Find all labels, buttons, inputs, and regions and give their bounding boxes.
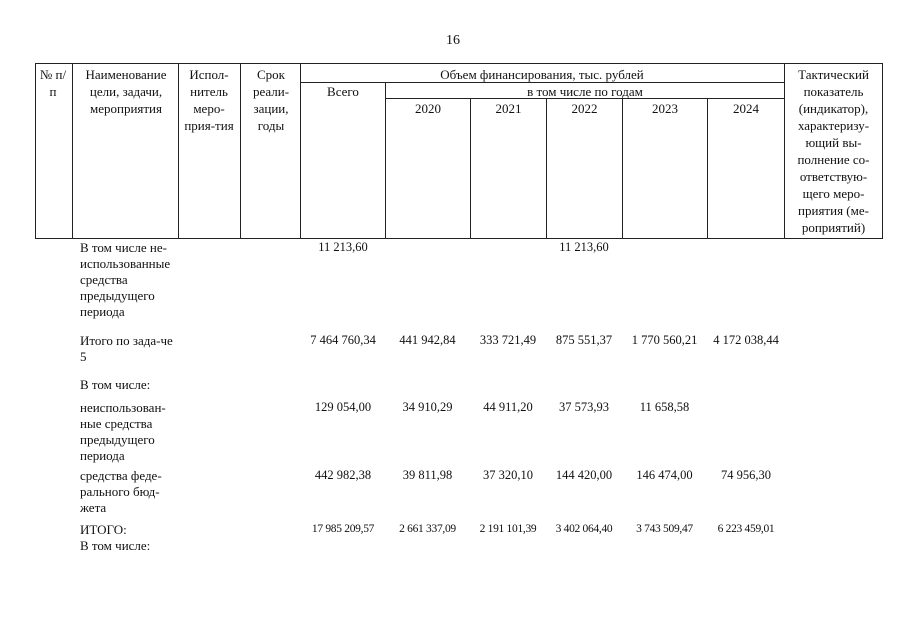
header-year: 2021 [495, 101, 522, 116]
row-2020: 2 661 337,09 [399, 523, 456, 535]
header-year: 2024 [733, 101, 759, 116]
row-2023: 146 474,00 [636, 468, 693, 482]
header-year: 2023 [652, 101, 678, 116]
col-border [178, 63, 179, 239]
header-indicator: Тактический показатель (индикатор), характеризу-ющий вы-полнение со-ответствую-щего меро-приятия (ме-роприятий) [797, 67, 870, 235]
row-2020: 34 910,29 [402, 400, 453, 414]
header-bottom-border [35, 238, 883, 239]
table-top-border [35, 63, 883, 64]
row-total: 442 982,38 [314, 468, 372, 482]
header-executor: Испол-нитель меро-прия-тия [184, 67, 234, 133]
row-2022: 3 402 064,40 [555, 523, 613, 535]
row-2021: 2 191 101,39 [479, 523, 537, 535]
row-total: 129 054,00 [314, 400, 372, 414]
row-2024: 74 956,30 [721, 468, 771, 482]
row-2020: 39 811,98 [402, 468, 453, 482]
page-number: 16 [446, 33, 460, 48]
row-label: средства феде-рального бюд-жета [80, 468, 162, 515]
row-label: Итого по зада-че 5 [80, 333, 173, 364]
col-border [300, 63, 301, 239]
col-border [882, 63, 883, 239]
row-2021: 37 320,10 [483, 468, 533, 482]
row-2023: 1 770 560,21 [631, 333, 698, 347]
header-no: № п/п [39, 67, 67, 99]
col-border [784, 63, 785, 239]
header-by-years: в том числе по годам [527, 84, 643, 99]
header-term: Срок реали-зации, годы [252, 67, 290, 133]
row-2022: 144 420,00 [555, 468, 613, 482]
row-label: ИТОГО: [80, 522, 127, 537]
row-2021: 44 911,20 [483, 400, 533, 414]
row-2024: 4 172 038,44 [713, 333, 779, 347]
footer-label: В том числе: [80, 538, 151, 553]
header-total: Всего [327, 84, 359, 99]
row-2022: 875 551,37 [555, 333, 613, 347]
header-name: Наименование цели, задачи, мероприятия [85, 67, 167, 116]
col-border [240, 63, 241, 239]
header-year: 2022 [571, 101, 598, 116]
header-year: 2020 [415, 101, 441, 116]
col-border [72, 63, 73, 239]
row-2023: 11 658,58 [639, 400, 690, 414]
col-border [707, 98, 708, 239]
row-label: В том числе не-использованные средства предыдущего периода [80, 240, 171, 319]
row-2022: 11 213,60 [559, 240, 609, 254]
row-2023: 3 743 509,47 [636, 523, 693, 535]
header-funding: Объем финансирования, тыс. рублей [440, 67, 644, 82]
col-border [385, 82, 386, 239]
col-border [470, 98, 471, 239]
col-border [622, 98, 623, 239]
row-2020: 441 942,84 [399, 333, 456, 347]
row-label: неиспользован-ные средства предыдущего периода [80, 400, 166, 463]
col-border [35, 63, 36, 239]
row-total: 11 213,60 [318, 240, 368, 254]
col-border [546, 98, 547, 239]
row-total: 17 985 209,57 [311, 523, 375, 535]
row-total: 7 464 760,34 [310, 333, 376, 347]
row-2022: 37 573,93 [559, 400, 609, 414]
row-2024: 6 223 459,01 [717, 523, 775, 535]
row-label: В том числе: [80, 377, 151, 392]
row-2021: 333 721,49 [479, 333, 537, 347]
